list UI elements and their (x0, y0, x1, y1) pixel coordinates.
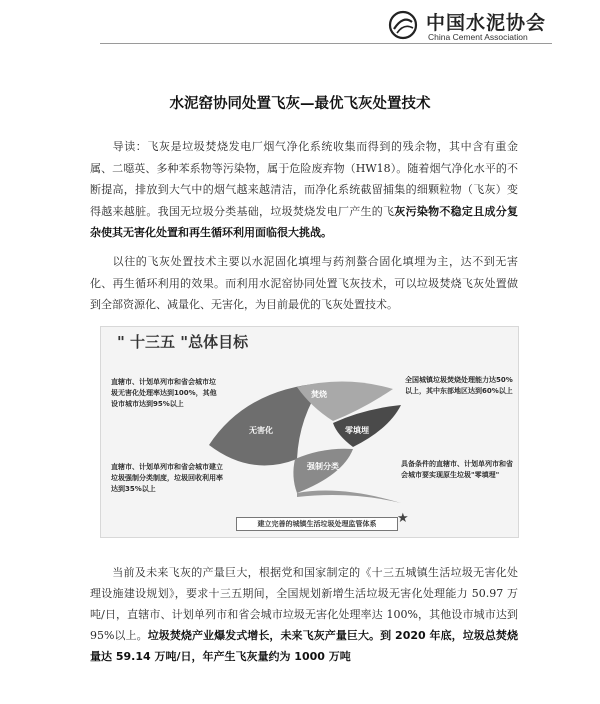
figure-title: " 十三五 "总体目标 (117, 333, 249, 351)
forecast-bold-growth: 垃圾焚烧产业爆发式增长，未来飞灰产量巨大。 (147, 629, 381, 642)
goals-diagram (101, 327, 518, 537)
logo-chinese-name: 中国水泥协会 (426, 12, 547, 34)
shape-tail (297, 491, 401, 503)
china-cement-association-logo (388, 6, 578, 46)
technology-text: 以往的飞灰处置技术主要以水泥固化填埋与药剂螯合固化填埋为主，达不到无害化、再生循环利用的效果。而利用水泥窑协同处置飞灰技术，可以垃圾焚烧飞灰处置做到全部资源化、减量化、无害化，为目前最优的飞灰处置技术。 (90, 255, 518, 312)
header-divider (100, 43, 552, 44)
intro-paragraph (90, 136, 518, 244)
goal-incineration-capacity: 全国城镇垃圾焚烧处理能力达50%以上，其中东部地区达到60%以上 (405, 376, 513, 395)
association-emblem-icon (388, 10, 418, 40)
forecast-text: 当前及未来飞灰的产量巨大，根据党和国家制定的《十三五城镇生活垃圾无害化处理设施建设规划》，要求十三五期间，全国规划新增生活垃圾无害化处理能力 50.97 万吨/日，直辖市、计划单列市和省会城市垃圾无害化处理率达 100%，其他设市城市达到 95%以上。 (90, 566, 518, 642)
forecast-bold-2020: 到 2020 年底，垃圾总焚烧量达 59.14 万吨/日，年产生飞灰量约为 1000 万吨 (90, 629, 518, 663)
intro-text: 导读：飞灰是垃圾焚烧发电厂烟气净化系统收集而得到的残余物，其中含有重金属、二噁英、多种苯系物等污染物，属于危险废弃物（HW18）。随着烟气净化水平的不断提高，排放到大气中的烟气越来越清洁，而净化系统截留捕集的细颗粒物（飞灰）变得越来越脏。我国无垃圾分类基础，垃圾焚烧发电厂产生的飞 (90, 140, 518, 218)
technology-paragraph (90, 251, 518, 316)
shape-label-incineration: 焚烧 (311, 390, 327, 399)
supervision-system-banner: 建立完善的城镇生活垃圾处理监管体系 (236, 517, 398, 531)
output-forecast-paragraph (90, 562, 518, 667)
goal-harmless-rate: 直辖市、计划单列市和省会城市垃圾无害化处理率达到100%，其他设市城市达到95%以上 (111, 378, 217, 408)
goal-forced-sorting: 直辖市、计划单列市和省会城市建立垃圾强制分类制度，垃圾回收利用率达到35%以上 (111, 463, 223, 493)
shape-label-harmless: 无害化 (249, 426, 273, 435)
shape-label-forced-sorting: 强制分类 (307, 462, 339, 471)
intro-bold-text: 灰污染物不稳定且成分复杂使其无害化处置和再生循环利用面临很大挑战。 (90, 204, 518, 240)
article-title: 水泥窑协同处置飞灰—最优飞灰处置技术 (169, 95, 431, 112)
logo-english-name: China Cement Association (428, 32, 528, 42)
star-icon: ★ (397, 511, 409, 526)
shape-label-zero-landfill: 零填埋 (345, 426, 369, 435)
thirteenth-five-year-goals-figure (100, 326, 519, 538)
goal-zero-landfill: 具备条件的直辖市、计划单列市和省会城市要实现原生垃圾"零填埋" (401, 460, 513, 479)
